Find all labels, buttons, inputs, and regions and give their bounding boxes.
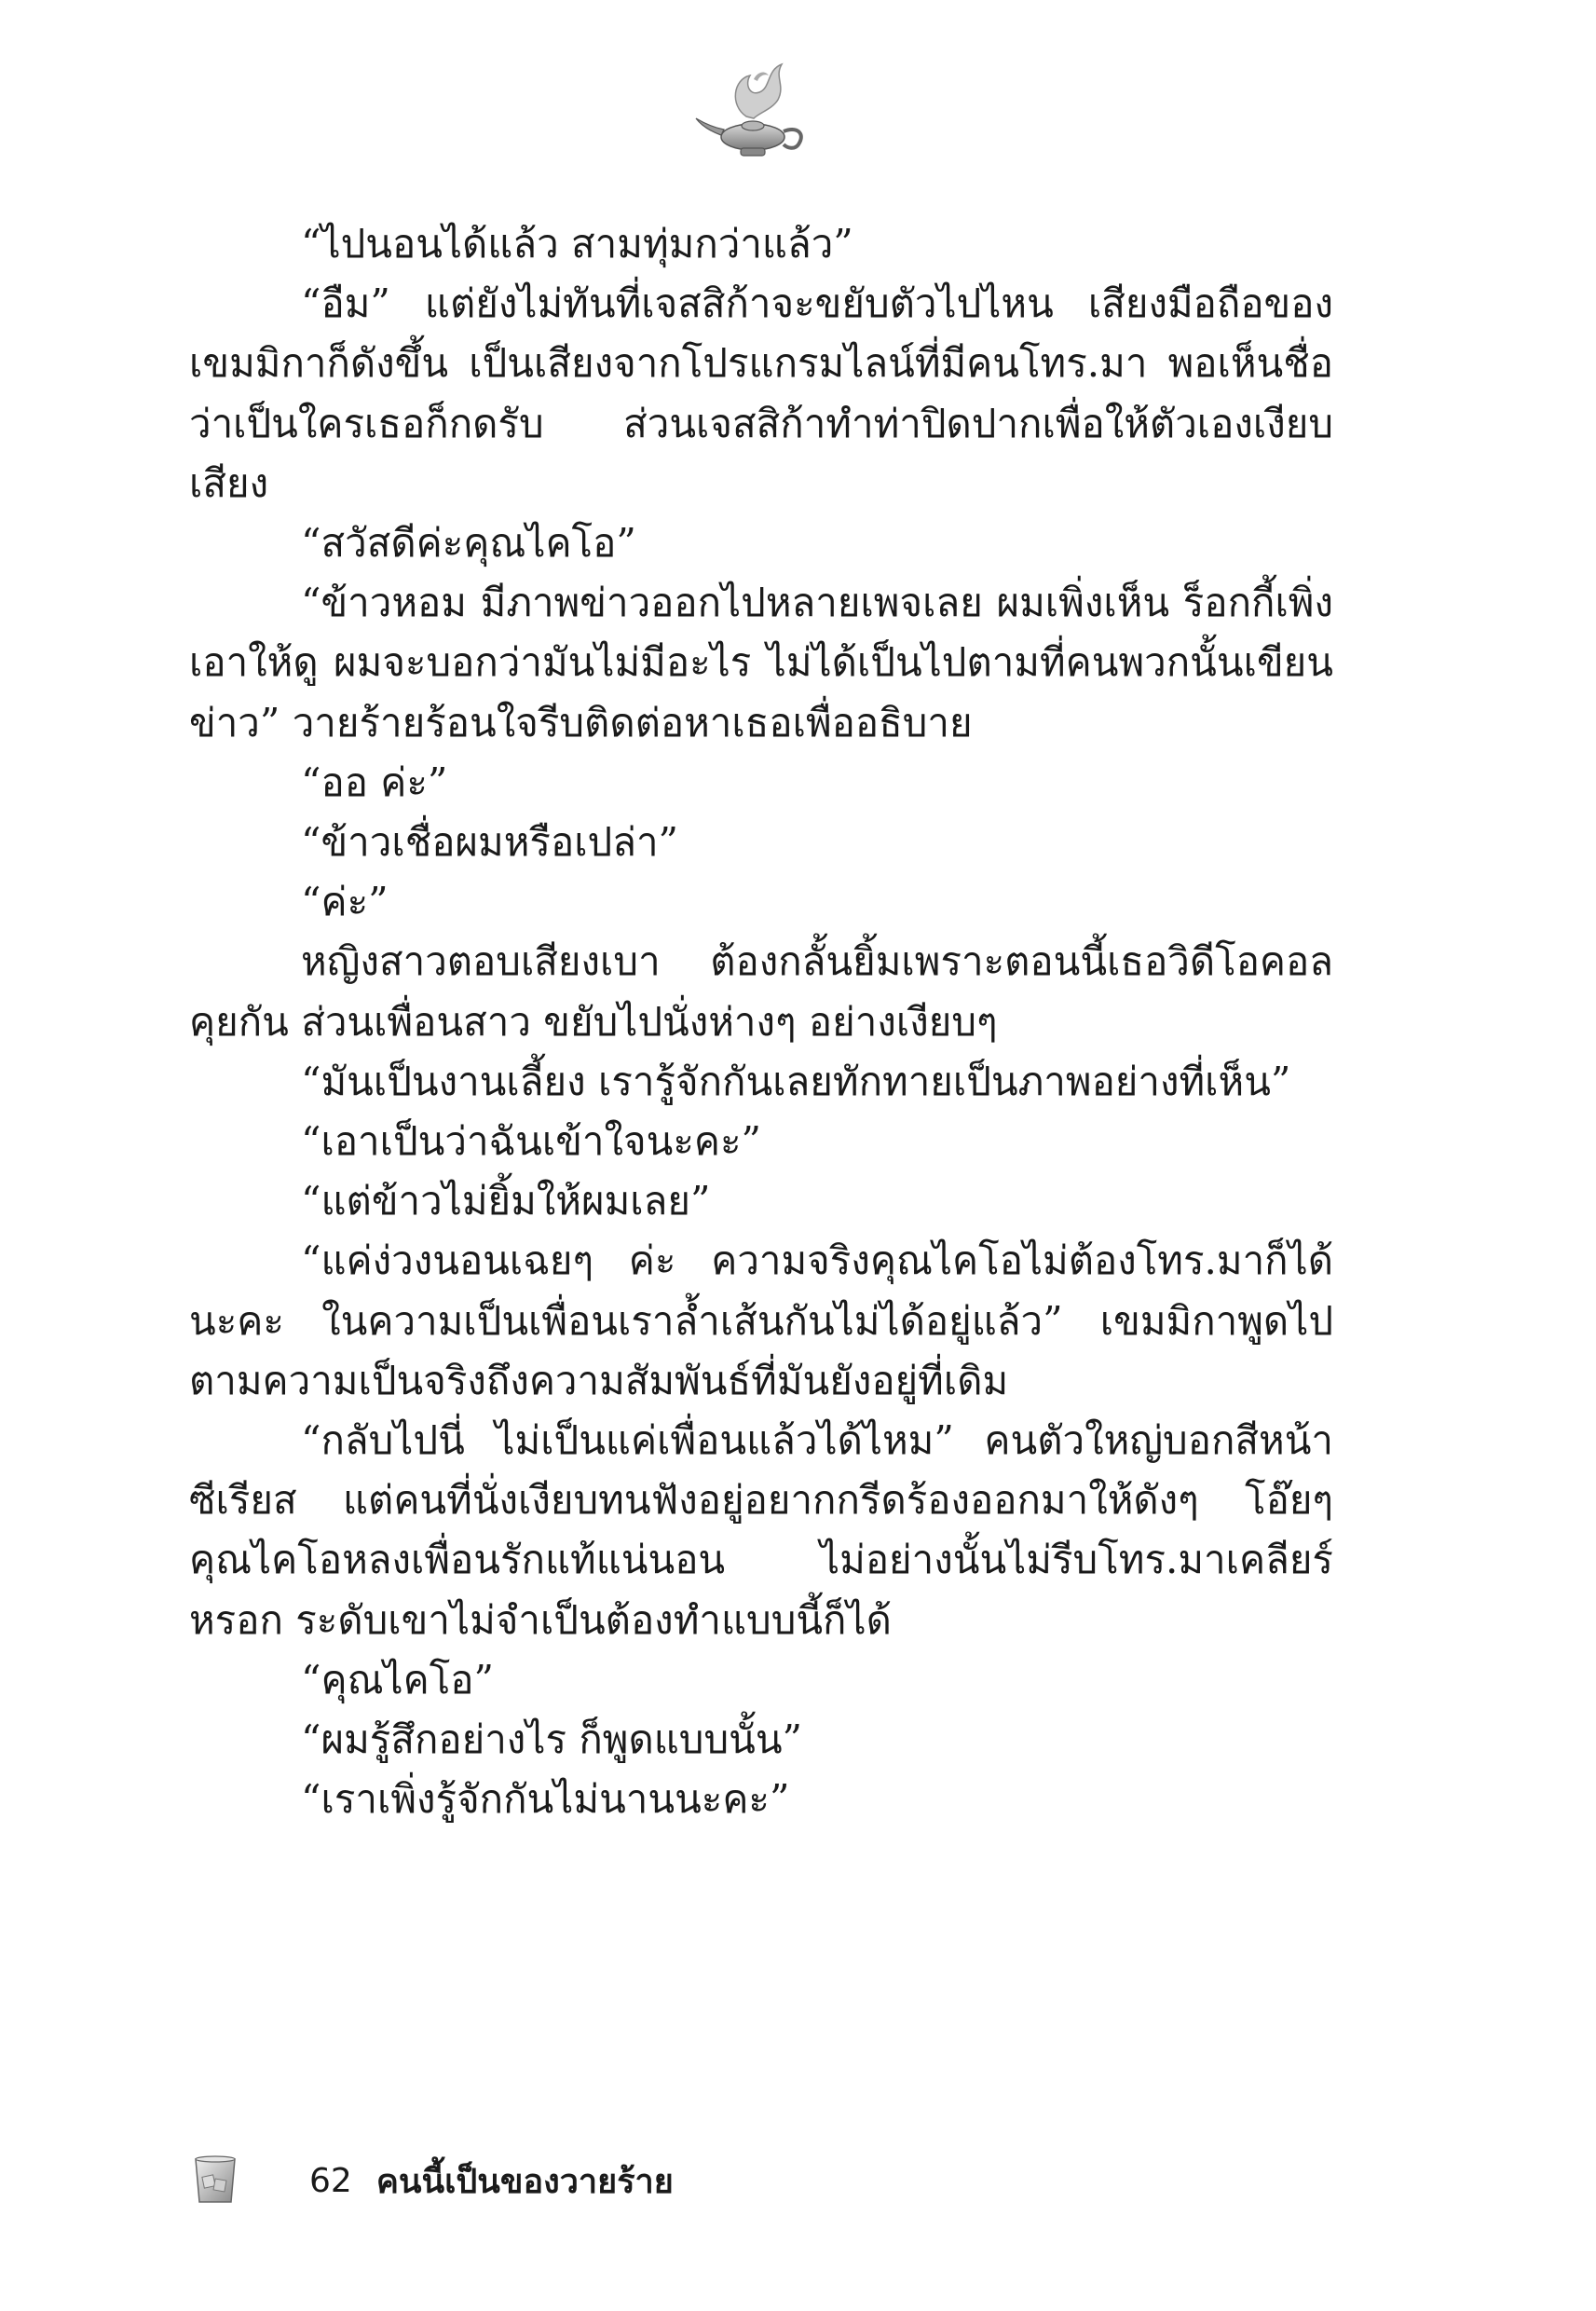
paragraph: “คุณไคโอ” — [301, 1656, 495, 1702]
genie-lamp-icon — [692, 51, 813, 163]
page-number: 62 — [309, 2161, 352, 2200]
paragraph: “เอาเป็นว่าฉันเข้าใจนะคะ” — [301, 1118, 762, 1165]
paragraph: “ออ ค่ะ” — [301, 759, 448, 805]
paragraph: “เราเพิ่งรู้จักกันไม่นานนะคะ” — [301, 1776, 790, 1823]
paragraph: “ข้าวหอม มีภาพข่าวออกไปหลายเพจเลย ผมเพิ่งเห็น ร็อกกี้เพิ่งเอาให้ดู ผมจะบอกว่ามันไม่มีอะไร ไม่ได้เป็นไปตามที่คนพวกนั้นเขียนข่าว” วายร้ายร้อนใจรีบติดต่อหาเธอเพื่ออธิบาย — [189, 580, 1333, 745]
paragraph: “แค่ง่วงนอนเฉยๆ ค่ะ ความจริงคุณไคโอไม่ต้องโทร.มาก็ได้นะคะ ในความเป็นเพื่อนเราล้ำเส้นกันไม่ได้อยู่แล้ว” เขมมิกาพูดไปตามความเป็นจริงถึงความสัมพันธ์ที่มันยังอยู่ที่เดิม — [189, 1238, 1333, 1403]
glass-icon — [186, 2154, 244, 2208]
story-text — [189, 214, 1333, 1829]
paragraph: “ข้าวเชื่อผมหรือเปล่า” — [301, 819, 679, 866]
paragraph: “ไปนอนได้แล้ว สามทุ่มกว่าแล้ว” — [301, 221, 853, 267]
paragraph: หญิงสาวตอบเสียงเบา ต้องกลั้นยิ้มเพราะตอนนี้เธอวิดีโอคอลคุยกัน ส่วนเพื่อนสาว ขยับไปนั่งห่างๆ อย่างเงียบๆ — [189, 938, 1333, 1045]
paragraph: “แต่ข้าวไม่ยิ้มให้ผมเลย” — [301, 1178, 711, 1224]
paragraph: “มันเป็นงานเลี้ยง เรารู้จักกันเลยทักทายเป็นภาพอย่างที่เห็น” — [301, 1058, 1291, 1104]
paragraph: “อืม” แต่ยังไม่ทันที่เจสสิก้าจะขยับตัวไปไหน เสียงมือถือของเขมมิกาก็ดังขึ้น เป็นเสียงจากโปรแกรมไลน์ที่มีคนโทร.มา พอเห็นชื่อว่าเป็นใครเธอก็กดรับ ส่วนเจสสิก้าทำท่าปิดปากเพื่อให้ตัวเองเงียบเสียง — [189, 280, 1333, 506]
paragraph: “กลับไปนี่ ไม่เป็นแค่เพื่อนแล้วได้ไหม” คนตัวใหญ่บอกสีหน้าซีเรียส แต่คนที่นั่งเงียบทนฟังอยู่อยากกรีดร้องออกมาให้ดังๆ โอ๊ยๆ คุณไคโอหลงเพื่อนรักแท้แน่นอน ไม่อย่างนั้นไม่รีบโทร.มาเคลียร์หรอก ระดับเขาไม่จำเป็นต้องทำแบบนี้ก็ได้ — [189, 1417, 1333, 1643]
book-title: คนนี้เป็นของวายร้าย — [375, 2162, 674, 2201]
paragraph: “สวัสดีค่ะคุณไคโอ” — [301, 520, 636, 567]
page-footer — [186, 2153, 674, 2208]
paragraph: “ผมรู้สึกอย่างไร ก็พูดแบบนั้น” — [301, 1716, 803, 1763]
paragraph: “ค่ะ” — [301, 879, 389, 925]
